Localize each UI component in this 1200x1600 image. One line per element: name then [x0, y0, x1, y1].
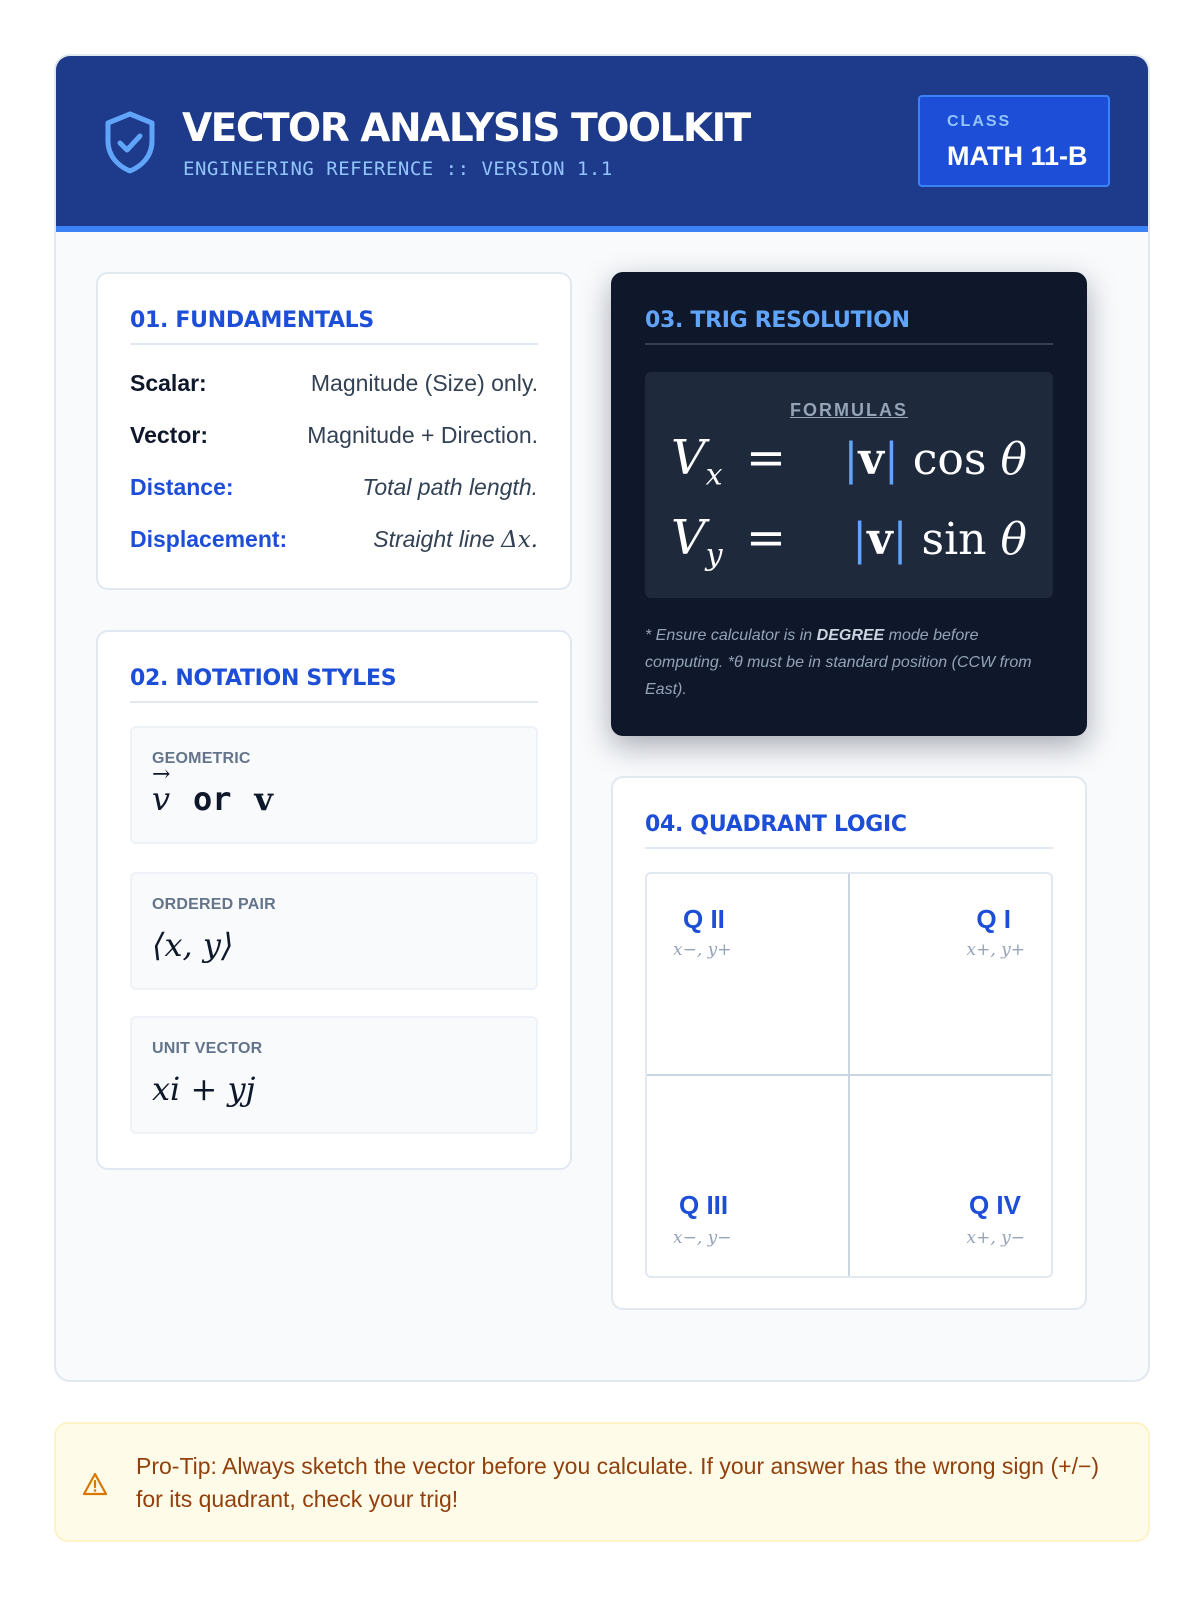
quadrant-grid	[645, 872, 1053, 1278]
term-definition: Magnitude (Size) only.	[310, 370, 538, 396]
notation-item	[130, 872, 538, 990]
notation-value: xi + yj	[152, 1070, 256, 1108]
fundamentals-row	[130, 370, 538, 406]
trig-heading: 03. TRIG RESOLUTION	[645, 308, 1053, 345]
quadrant-name: Q IV	[968, 1190, 1021, 1220]
term-label: Scalar:	[130, 370, 207, 396]
quadrant-signs: x−, y+	[673, 940, 732, 960]
notation-item	[130, 1016, 538, 1134]
quadrant-name: Q II	[683, 904, 725, 934]
reference-sheet	[54, 54, 1150, 1382]
quadrant-cell-q2	[647, 874, 849, 1075]
formulas-title: FORMULAS	[790, 400, 908, 420]
page-subtitle: ENGINEERING REFERENCE :: VERSION 1.1	[183, 158, 613, 180]
fundamentals-row	[130, 422, 538, 458]
quadrant-cell-q3	[647, 1075, 849, 1276]
formula-lhs: $V_y$ =	[671, 510, 787, 573]
quadrant-name: Q III	[679, 1190, 729, 1220]
quadrant-cell-q1	[849, 874, 1051, 1075]
fundamentals-panel	[96, 272, 572, 590]
quadrant-signs: x+, y−	[966, 1228, 1025, 1248]
page-title: VECTOR ANALYSIS TOOLKIT	[182, 106, 750, 151]
quadrant-name: Q I	[976, 904, 1011, 934]
notation-label: UNIT VECTOR	[152, 1040, 263, 1057]
quadrant-panel	[611, 776, 1087, 1310]
notation-value: ⟨x, y⟩	[152, 926, 234, 964]
term-label: Displacement:	[130, 526, 288, 552]
term-definition: Magnitude + Direction.	[307, 422, 538, 448]
notation-label: ORDERED PAIR	[152, 896, 276, 913]
warning-icon	[82, 1472, 108, 1496]
formula-rhs: |v| cos θ	[843, 434, 1027, 485]
bold-vector-symbol: v	[254, 780, 273, 818]
fundamentals-row	[130, 474, 538, 510]
header	[56, 56, 1148, 232]
term-definition	[373, 526, 538, 553]
fundamentals-row	[130, 526, 538, 562]
notation-heading: 02. NOTATION STYLES	[130, 666, 538, 703]
term-label: Vector:	[130, 422, 208, 448]
fundamentals-heading: 01. FUNDAMENTALS	[130, 308, 538, 345]
arrow-vector-symbol: → v	[152, 762, 171, 818]
notation-item	[130, 726, 538, 844]
arrow-icon: →	[152, 762, 171, 787]
term-label: Distance:	[130, 474, 234, 500]
class-label: CLASS	[947, 113, 1012, 130]
formula-lhs: $V_x$ =	[671, 430, 787, 493]
notation-connector: or	[192, 780, 232, 818]
notation-panel	[96, 630, 572, 1170]
trig-panel	[611, 272, 1087, 736]
class-badge	[918, 95, 1110, 187]
calculator-note: * Ensure calculator is in DEGREE mode before computing. *θ must be in standard position (CCW from East).	[645, 627, 1032, 698]
term-definition: Total path length.	[362, 474, 538, 500]
shield-check-icon	[102, 110, 158, 176]
formulas-box	[645, 372, 1053, 598]
formula-rhs: |v| sin θ	[852, 514, 1027, 565]
pro-tip-text: Pro-Tip: Always sketch the vector before you calculate. If your answer has the wrong sign (+/−) for its quadrant, check your trig!	[136, 1453, 1100, 1512]
delta-x-symbol: Δx.	[501, 527, 538, 553]
notation-label: GEOMETRIC	[152, 750, 251, 767]
quadrant-signs: x+, y+	[966, 940, 1025, 960]
definition-text: Straight line	[373, 526, 495, 552]
class-value: MATH 11-B	[947, 141, 1088, 171]
quadrant-signs: x−, y−	[673, 1228, 732, 1248]
quadrant-heading: 04. QUADRANT LOGIC	[645, 812, 1053, 849]
notation-value	[152, 762, 273, 818]
pro-tip-callout	[54, 1422, 1150, 1542]
quadrant-cell-q4	[849, 1075, 1051, 1276]
